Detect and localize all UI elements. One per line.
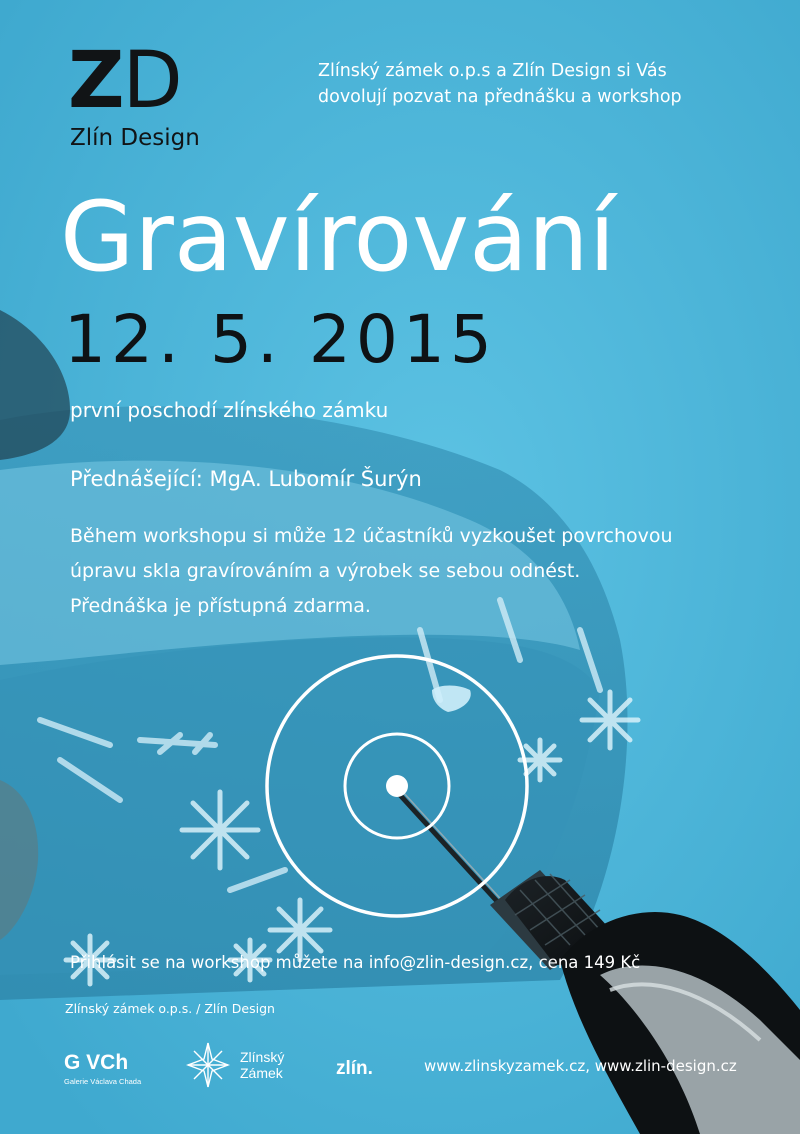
zd-logo-d: D [122, 36, 181, 126]
zd-logo-name: Zlín Design [70, 125, 200, 151]
organizers-credit: Zlínský zámek o.p.s. / Zlín Design [65, 1001, 275, 1016]
description-line: Přednáška je přístupná zdarma. [70, 595, 371, 617]
snowflake-star-icon [188, 1043, 228, 1087]
zlin-logo-text: zlín. [336, 1058, 373, 1079]
event-description [70, 519, 790, 624]
gvch-logo-letters: G VCh [64, 1051, 129, 1074]
gvch-logo-caption: Galerie Václava Chada [64, 1077, 142, 1086]
zd-logo-z: Z [68, 36, 123, 126]
invitation-line-2: dovolují pozvat na přednášku a workshop [318, 87, 682, 107]
website-links: www.zlinskyzamek.cz, www.zlin-design.cz [424, 1057, 737, 1075]
event-venue: první poschodí zlínského zámku [70, 398, 389, 422]
zamek-logo-line-1: Zlínský [240, 1049, 285, 1065]
invitation-text [318, 58, 738, 110]
event-lecturer: Přednášející: MgA. Lubomír Šurýn [70, 467, 422, 491]
description-line: Během workshopu si může 12 účastníků vyzkoušet povrchovou [70, 525, 673, 547]
event-date: 12. 5. 2015 [64, 301, 497, 378]
event-title: Gravírování [60, 181, 616, 293]
invitation-line-1: Zlínský zámek o.p.s a Zlín Design si Vás [318, 61, 667, 81]
zd-logo-mark [68, 36, 181, 126]
zamek-logo-line-2: Zámek [240, 1065, 283, 1081]
signup-info: Přihlásit se na workshop můžete na info@zlin-design.cz, cena 149 Kč [70, 953, 641, 972]
zlin-city-logo [336, 1054, 386, 1084]
gvch-logo [62, 1043, 172, 1093]
zlinsky-zamek-logo [184, 1038, 304, 1093]
description-line: úpravu skla gravírováním a výrobek se sebou odnést. [70, 560, 581, 582]
